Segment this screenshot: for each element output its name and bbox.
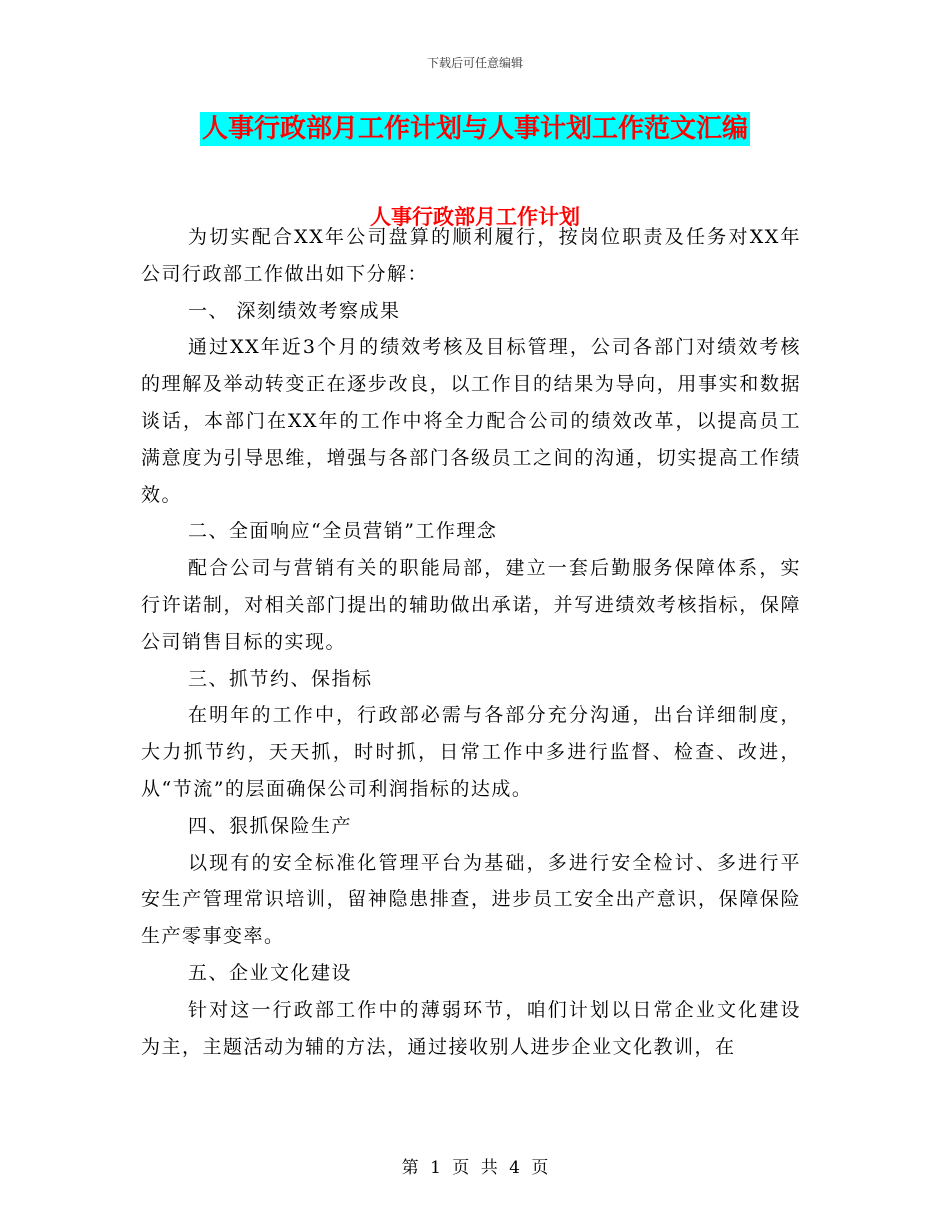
intro-paragraph: 为切实配合XX年公司盘算的顺利履行，按岗位职责及任务对XX年公司行政部工作做出如下分解： [141,226,801,285]
document-body [141,219,801,1065]
section-body-5: 针对这一行政部工作中的薄弱环节，咱们计划以日常企业文化建设为主，主题活动为辅的方法，通过接收别人进步企业文化教训，在 [141,998,801,1058]
section-heading-2: 二、全面响应“全员营销”工作理念 [188,520,498,543]
section-heading-1: 一、 深刻绩效考察成果 [188,299,401,322]
section-title: 人事行政部月工作计划 [370,205,580,229]
section-body-3: 在明年的工作中，行政部必需与各部分充分沟通，出台详细制度，大力抓节约，天天抓，时时抓，日常工作中多进行监督、检查、改进，从“节流”的层面确保公司利润指标的达成。 [141,704,801,800]
page-number-footer: 第 1 页 共 4 页 [401,1158,549,1178]
section-body-2: 配合公司与营销有关的职能局部，建立一套后勤服务保障体系，实行许诺制，对相关部门提出的辅助做出承诺，并写进绩效考核指标，保障公司销售目标的实现。 [141,557,801,653]
section-heading-4: 四、狠抓保险生产 [188,814,353,837]
section-body-1: 通过XX年近3个月的绩效考核及目标管理，公司各部门对绩效考核的理解及举动转变正在逐步改良，以工作目的结果为导向，用事实和数据谈话，本部门在XX年的工作中将全力配合公司的绩效改革，以提高员工满意度为引导思维，增强与各部门各级员工之间的沟通，切实提高工作绩效。 [141,336,801,506]
document-title-container [0,112,950,146]
header-note: 下载后可任意编辑 [426,56,523,70]
document-title: 人事行政部月工作计划与人事计划工作范文汇编 [201,114,748,144]
section-body-4: 以现有的安全标准化管理平台为基础，多进行安全检讨、多进行平安生产管理常识培训，留神隐患排查，进步员工安全出产意识，保障保险生产零事变率。 [141,851,801,948]
section-heading-3: 三、抓节约、保指标 [188,667,373,690]
section-heading-5: 五、企业文化建设 [188,961,353,984]
